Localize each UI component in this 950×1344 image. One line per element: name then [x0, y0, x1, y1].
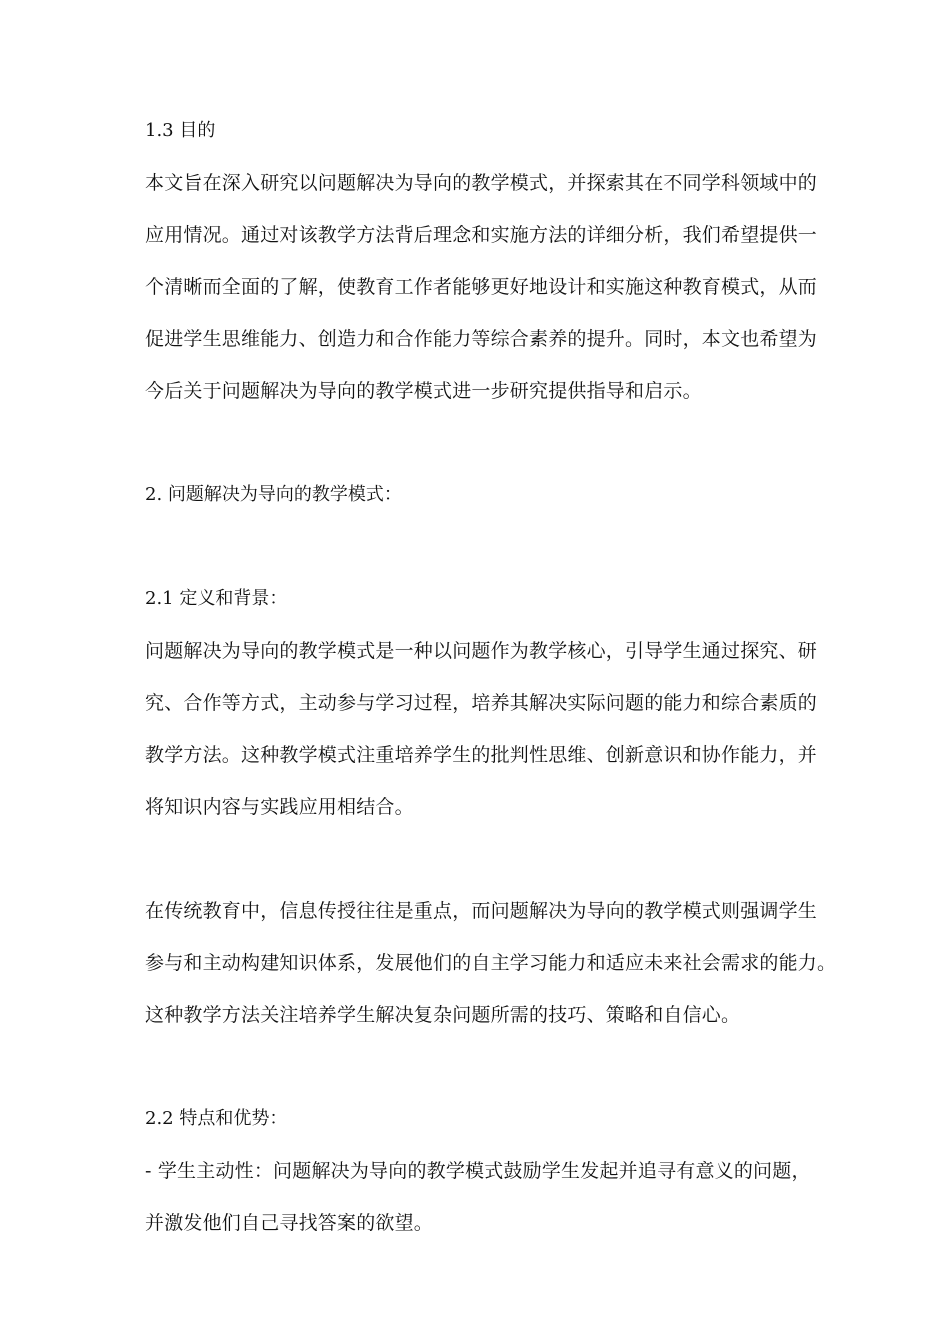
section-heading-2: 2. 问题解决为导向的教学模式： [145, 484, 402, 505]
document-page [145, 105, 837, 1249]
paragraph-line: 参与和主动构建知识体系，发展他们的自主学习能力和适应未来社会需求的能力。 [145, 952, 837, 974]
spacer [145, 417, 815, 469]
paragraph-line: 今后关于问题解决为导向的教学模式进一步研究提供指导和启示。 [145, 380, 702, 402]
list-item-line: - 学生主动性：问题解决为导向的教学模式鼓励学生发起并追寻有意义的问题， [145, 1160, 811, 1182]
paragraph-line: 问题解决为导向的教学模式是一种以问题作为教学核心，引导学生通过探究、研 [145, 640, 818, 662]
paragraph-line: 这种教学方法关注培养学生解决复杂问题所需的技巧、策略和自信心。 [145, 1004, 741, 1026]
list-item-line: 并激发他们自己寻找答案的欲望。 [145, 1212, 434, 1234]
paragraph-line: 在传统教育中，信息传授往往是重点，而问题解决为导向的教学模式则强调学生 [145, 900, 818, 922]
paragraph-line: 本文旨在深入研究以问题解决为导向的教学模式，并探索其在不同学科领域中的 [145, 172, 818, 194]
section-heading-2-2: 2.2 特点和优势： [145, 1108, 288, 1129]
spacer [145, 521, 815, 573]
paragraph-line: 个清晰而全面的了解，使教育工作者能够更好地设计和实施这种教育模式，从而 [145, 276, 818, 298]
paragraph-line: 应用情况。通过对该教学方法背后理念和实施方法的详细分析，我们希望提供一 [145, 224, 818, 246]
paragraph-line: 将知识内容与实践应用相结合。 [145, 796, 414, 818]
section-heading-1-3: 1.3 目的 [145, 120, 216, 141]
paragraph-line: 究、合作等方式，主动参与学习过程，培养其解决实际问题的能力和综合素质的 [145, 692, 818, 714]
section-heading-2-1: 2.1 定义和背景： [145, 588, 288, 609]
paragraph-line: 教学方法。这种教学模式注重培养学生的批判性思维、创新意识和协作能力，并 [145, 744, 818, 766]
paragraph-line: 促进学生思维能力、创造力和合作能力等综合素养的提升。同时，本文也希望为 [145, 328, 818, 350]
spacer [145, 833, 815, 885]
spacer [145, 1041, 815, 1093]
